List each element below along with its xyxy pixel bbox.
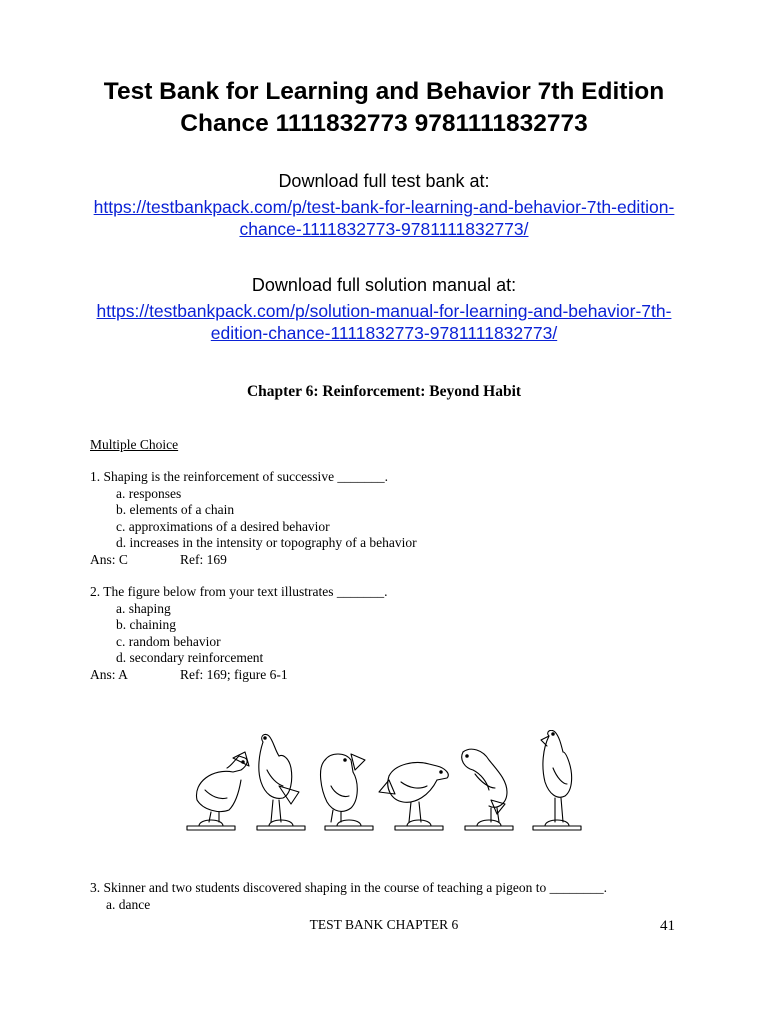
answer-option: d. increases in the intensity or topography of a behavior bbox=[116, 535, 417, 550]
test-bank-link-line-2: chance-1111832773-9781111832773/ bbox=[239, 219, 529, 239]
question-1 bbox=[90, 469, 710, 568]
section-label: Multiple Choice bbox=[90, 437, 179, 452]
pigeon-shaping-figure bbox=[175, 730, 595, 840]
answer-option: b. elements of a chain bbox=[116, 502, 235, 517]
page-number: 41 bbox=[660, 918, 675, 934]
question-3 bbox=[90, 880, 710, 913]
test-bank-download-link[interactable] bbox=[60, 196, 708, 240]
question-stem: 1. Shaping is the reinforcement of successive _______. bbox=[90, 469, 389, 484]
answer-option: d. secondary reinforcement bbox=[116, 650, 264, 665]
question-stem: 2. The figure below from your text illustrates _______. bbox=[90, 584, 388, 599]
title-line-1: Test Bank for Learning and Behavior 7th Edition bbox=[103, 78, 665, 105]
solution-download-link[interactable] bbox=[60, 300, 708, 344]
answer-option: a. responses bbox=[116, 485, 182, 501]
pigeon-1 bbox=[196, 752, 249, 822]
pigeon-4 bbox=[379, 763, 448, 823]
solution-download-label: Download full solution manual at: bbox=[251, 275, 517, 295]
solution-link-line-2: edition-chance-1111832773-9781111832773/ bbox=[210, 323, 558, 343]
pigeon-3 bbox=[321, 754, 365, 822]
title-line-2: Chance 1111832773 9781111832773 bbox=[180, 110, 588, 137]
document-title bbox=[40, 76, 728, 140]
answer-option: b. chaining bbox=[116, 617, 176, 632]
pedestals bbox=[187, 820, 581, 830]
answer-option: c. approximations of a desired behavior bbox=[116, 518, 330, 534]
question-stem: 3. Skinner and two students discovered shaping in the course of teaching a pigeon to ________. bbox=[90, 880, 608, 895]
pigeon-2 bbox=[259, 734, 299, 822]
answer-option: a. shaping bbox=[116, 600, 171, 616]
test-bank-link-line-1: https://testbankpack.com/p/test-bank-for-learning-and-behavior-7th-edition- bbox=[93, 197, 675, 217]
solution-link-line-1: https://testbankpack.com/p/solution-manual-for-learning-and-behavior-7th- bbox=[96, 301, 672, 321]
question-2 bbox=[90, 584, 710, 683]
page-footer: TEST BANK CHAPTER 6 bbox=[309, 917, 459, 932]
answer-option: a. dance bbox=[106, 896, 151, 912]
answer-key: Ans: C bbox=[90, 551, 128, 567]
chapter-title: Chapter 6: Reinforcement: Beyond Habit bbox=[246, 383, 522, 400]
pigeon-6 bbox=[541, 730, 572, 822]
answer-option: c. random behavior bbox=[116, 633, 221, 649]
test-bank-download-label: Download full test bank at: bbox=[278, 171, 490, 191]
pigeon-5 bbox=[462, 749, 507, 822]
reference: Ref: 169; figure 6-1 bbox=[180, 666, 288, 682]
reference: Ref: 169 bbox=[180, 551, 227, 567]
answer-key: Ans: A bbox=[90, 666, 128, 682]
